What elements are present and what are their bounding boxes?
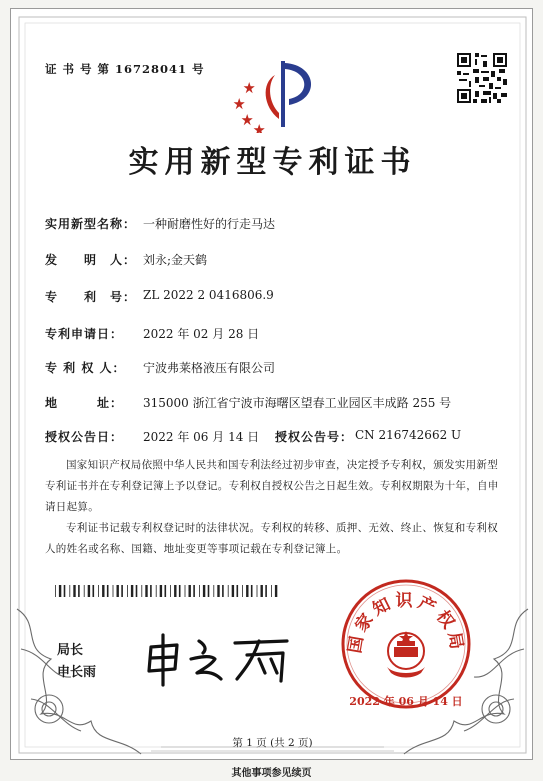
signatory-name: 申长雨 — [57, 665, 97, 680]
inventor-value: 刘永;金天鹤 — [143, 253, 208, 267]
patentee-value: 宁波弗莱格液压有限公司 — [143, 361, 276, 375]
address-label: 地 址： — [45, 396, 124, 410]
filing-date-label: 专利申请日： — [45, 327, 124, 341]
page-number: 第 1 页 (共 2 页) — [232, 737, 313, 749]
pub-no-value: CN 216742662 U — [355, 428, 462, 442]
cnipa-logo-icon — [229, 55, 329, 133]
legal-status-paragraph: 专利证书记载专利权登记时的法律状况。专利权的转移、质押、无效、终止、恢复和专利权人的姓名或名称、国籍、地址变更等事项记载在专利登记簿上。 — [45, 522, 498, 555]
seal-date: 2022 年 06 月 14 日 — [349, 695, 463, 708]
patent-no-label: 专 利 号： — [45, 290, 137, 304]
seal-text: 国家知识产权局 — [345, 591, 467, 655]
footer-note: 其他事项参见续页 — [231, 768, 312, 779]
grant-paragraph: 国家知识产权局依照中华人民共和国专利法经过初步审查，决定授予专利权，颁发实用新型专利证书并在专利登记簿上予以登记。专利权自授权公告之日起生效。专利权期限为十年，自申请日起算。 — [45, 459, 499, 513]
patentee-label: 专 利 权 人： — [45, 361, 126, 375]
pub-no-label: 授权公告号： — [275, 430, 354, 444]
pub-date-label: 授权公告日： — [45, 430, 124, 444]
pub-date-value: 2022 年 06 月 14 日 — [143, 430, 260, 444]
certificate-page — [10, 8, 533, 760]
qr-code-icon — [457, 53, 507, 103]
patent-no-value: ZL 2022 2 0416806.9 — [143, 288, 274, 302]
inventor-label: 发 明 人： — [45, 253, 137, 267]
signature-icon — [141, 629, 301, 687]
signatory-role: 局长 — [57, 643, 84, 658]
name-value: 一种耐磨性好的行走马达 — [143, 217, 276, 231]
certificate-number: 证 书 号 第 16728041 号 — [45, 62, 205, 76]
name-label: 实用新型名称： — [45, 217, 137, 231]
certificate-title: 实用新型专利证书 — [128, 145, 417, 180]
red-seal-icon — [339, 577, 473, 711]
address-value: 315000 浙江省宁波市海曙区望春工业园区丰成路 255 号 — [143, 396, 452, 410]
filing-date-value: 2022 年 02 月 28 日 — [143, 327, 260, 341]
barcode-icon — [55, 585, 281, 597]
